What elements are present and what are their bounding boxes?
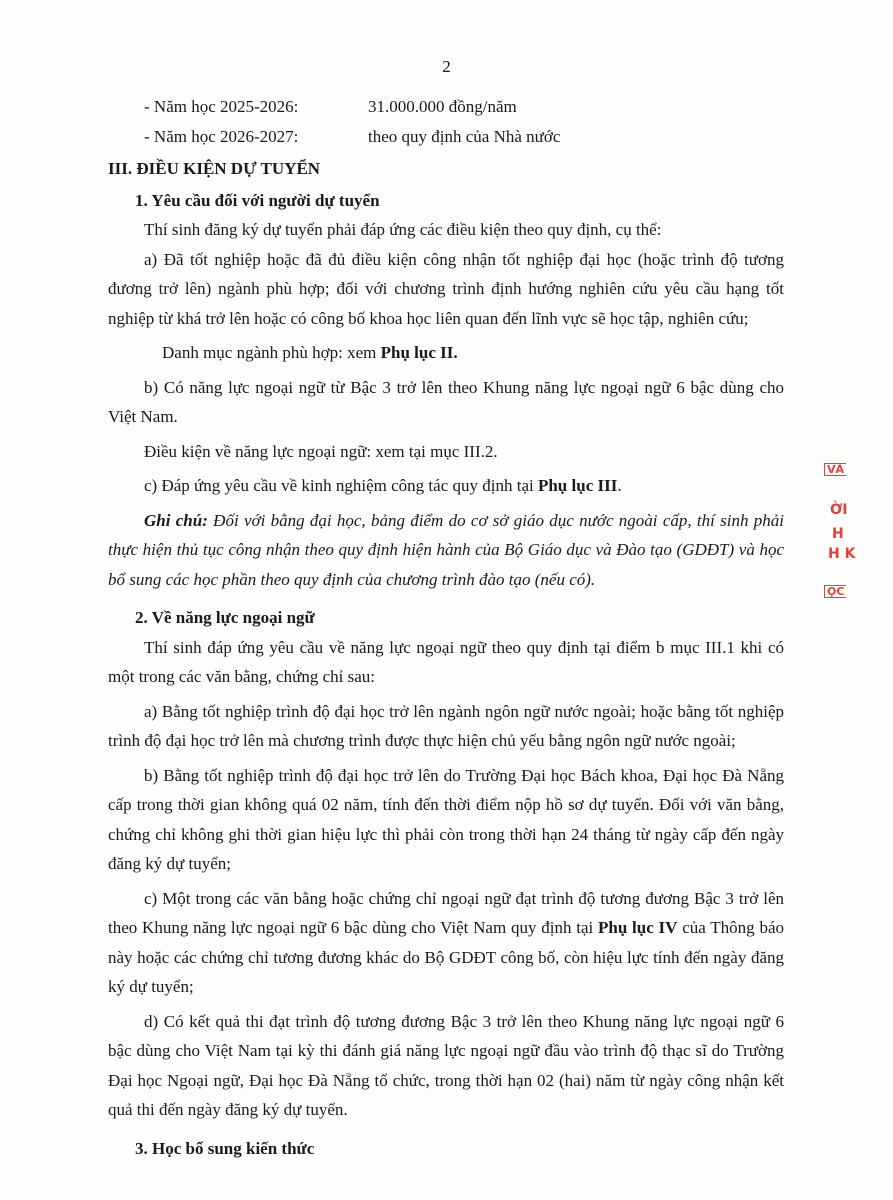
paragraph-requirement-c [108,471,784,501]
stamp-fragment: ỌC [824,585,846,598]
fee-row-2025 [108,92,784,122]
paragraph-language-d: d) Có kết quả thi đạt trình độ tương đương Bậc 3 trở lên theo Khung năng lực ngoại ngữ 6 bậc dùng cho Việt Nam tại kỳ thi đánh giá năng lực ngoại ngữ đầu vào trình độ thạc sĩ do Trường Đại học Ngoại ngữ, Đại học Đà Nẵng tổ chức, trong thời hạn 02 (hai) năm từ ngày công nhận kết quả thi đến ngày đăng ký dự tuyển. [108,1011,784,1119]
paragraph-language-a: a) Bằng tốt nghiệp trình độ đại học trở lên ngành ngôn ngữ nước ngoài; hoặc bằng tốt nghiệp trình độ đại học trở lên mà chương trình được thực hiện chủ yếu bằng ngôn ngữ nước ngoài; [108,701,784,750]
paragraph-majors-reference [108,338,784,368]
red-seal-stamp-fragment [818,455,858,605]
fee-row-2026 [108,122,784,152]
stamp-fragment: ỜI [830,502,848,518]
paragraph-requirement-a: a) Đã tốt nghiệp hoặc đã đủ điều kiện công nhận tốt nghiệp đại học (hoặc trình độ tương đương trở lên) ngành phù hợp; đối với chương trình định hướng nghiên cứu yêu cầu hạng tốt nghiệp từ khá trở lên hoặc có công bố khoa học liên quan đến lĩnh vực sẽ học tập, nghiên cứu; [108,249,784,328]
fee-year-label: - Năm học 2025-2026: [144,97,299,116]
appendix-ii-reference: Phụ lục II [380,343,454,362]
stamp-fragment: VĂ [824,463,846,476]
note-text: Đối với bằng đại học, bảng điểm do cơ sở giáo dục nước ngoài cấp, thí sinh phải thực hiện thủ tục công nhận theo quy định hiện hành của Bộ Giáo dục và Đào tạo (GDĐT) và học bổ sung các học phần theo quy định của chương trình đào tạo (nếu có). [108,510,784,589]
language-c-text: c) Một trong các văn bằng hoặc chứng chỉ ngoại ngữ đạt trình độ tương đương Bậc 3 trở lên theo Khung năng lực ngoại ngữ 6 bậc dùng cho Việt Nam quy định tại [108,888,784,937]
paragraph-requirements-intro: Thí sinh đăng ký dự tuyển phải đáp ứng các điều kiện theo quy định, cụ thể: [144,220,662,239]
subsection-heading-candidate-requirements: 1. Yêu cầu đối với người dự tuyển [135,190,380,210]
punctuation: . [617,476,622,495]
majors-reference-text: Danh mục ngành phù hợp: xem [162,343,381,362]
subsection-heading-supplementary-knowledge: 3. Học bổ sung kiến thức [135,1138,315,1158]
appendix-iv-reference: Phụ lục IV [597,918,678,937]
stamp-fragment: H K [828,546,856,562]
stamp-fragment: H [832,526,844,542]
paragraph-language-intro: Thí sinh đáp ứng yêu cầu về năng lực ngoại ngữ theo quy định tại điểm b mục III.1 khi có một trong các văn bằng, chứng chỉ sau: [108,637,784,686]
language-c-text-end: của Thông báo này hoặc các chứng chỉ tương đương khác do Bộ GDĐT công bố, còn hiệu lực tính đến ngày đăng ký dự tuyển; [108,918,784,996]
section-heading-admission-conditions: III. ĐIỀU KIỆN DỰ TUYỂN [108,159,321,178]
punctuation: . [453,343,458,362]
paragraph-language-b: b) Bằng tốt nghiệp trình độ đại học trở lên do Trường Đại học Bách khoa, Đại học Đà Nẵng cấp trong thời gian không quá 02 năm, tính đến thời điểm nộp hồ sơ dự tuyển. Đối với văn bằng, chứng chỉ không ghi thời gian hiệu lực thì phải còn trong thời hạn 24 tháng từ ngày cấp đến ngày đăng ký dự tuyển; [108,765,784,873]
fee-amount: theo quy định của Nhà nước [368,126,561,146]
document-body [108,92,784,1163]
appendix-iii-reference: Phụ lục III [537,476,618,495]
requirement-c-text: c) Đáp ứng yêu cầu về kinh nghiệm công tác quy định tại [144,476,538,495]
paragraph-requirement-b: b) Có năng lực ngoại ngữ từ Bậc 3 trở lên theo Khung năng lực ngoại ngữ 6 bậc dùng cho Việt Nam. [108,377,784,426]
subsection-heading-foreign-language: 2. Về năng lực ngoại ngữ [135,608,315,627]
fee-amount: 31.000.000 đồng/năm [368,97,517,116]
tuition-fee-list [108,92,784,151]
fee-year-label: - Năm học 2026-2027: [144,126,299,146]
page-number: 2 [442,57,451,76]
paragraph-language-reference: Điều kiện về năng lực ngoại ngữ: xem tại mục III.2. [144,441,498,461]
note-label: Ghi chú: [144,510,208,530]
paragraph-language-c [108,884,784,1002]
paragraph-note [108,506,784,595]
